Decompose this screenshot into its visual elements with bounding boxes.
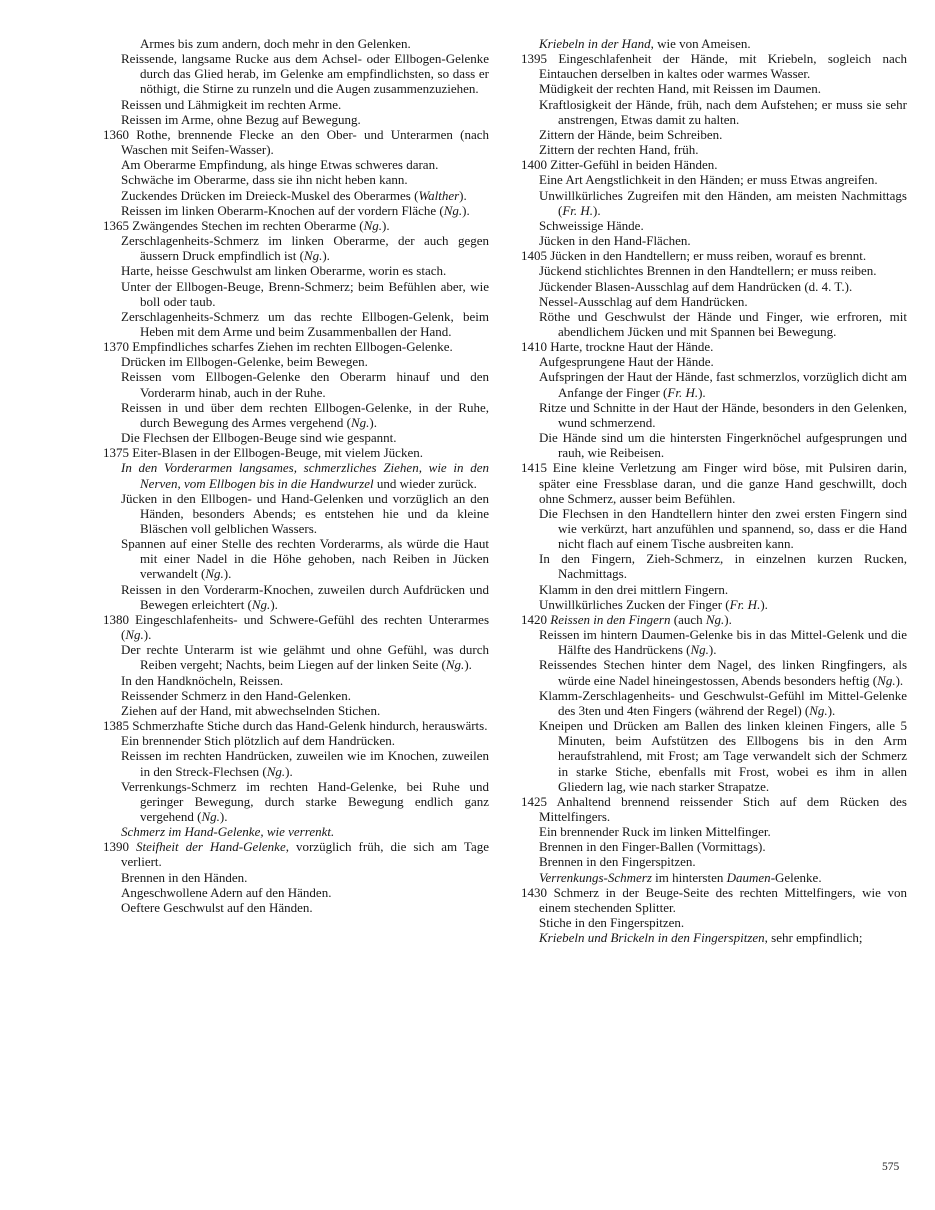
text-segment: Brennen in den Finger-Ballen (Vormittags). (539, 839, 766, 855)
italic-text-segment: Walther (418, 187, 460, 203)
symptom-entry (103, 188, 489, 203)
numbered-symptom-entry (521, 612, 907, 627)
text-segment: (auch (670, 611, 706, 627)
symptom-entry (521, 597, 907, 612)
entry-number: 1370 (103, 339, 133, 355)
numbered-symptom-entry (103, 445, 489, 460)
text-segment: ). (223, 566, 232, 582)
symptom-entry (521, 718, 907, 794)
symptom-entry (103, 673, 489, 688)
italic-text-segment: Ng. (690, 642, 709, 658)
entry-number: 1375 (103, 445, 133, 461)
text-segment: Eingeschlafenheit der Hände, mit Kriebeln, sogleich nach Eintauchen derselben in kaltes oder warmes Wasser. (539, 51, 907, 82)
text-segment: ). (462, 202, 470, 218)
text-segment: ). (143, 627, 152, 643)
text-segment: im hintersten (651, 869, 727, 885)
text-segment: Kraftlosigkeit der Hände, früh, nach dem Aufstehen; er muss sie sehr anstrengen, Etwas damit zu halten. (539, 96, 907, 127)
text-segment: Aufgesprungene Haut der Hände. (539, 354, 714, 370)
text-segment: Eiter-Blasen in der Ellbogen-Beuge, mit vielem Jücken. (132, 445, 423, 461)
entry-number: 1390 (103, 839, 136, 855)
text-segment: ). (382, 217, 390, 233)
text-segment: Stiche in den Fingerspitzen. (539, 915, 685, 931)
text-segment: Ein brennender Ruck im linken Mittelfinger. (539, 824, 771, 840)
text-segment: , vorzüglich früh, die sich am Tage verliert. (121, 839, 489, 870)
symptom-entry (103, 824, 489, 839)
text-segment: Reissen im hintern Daumen-Gelenke bis in das Mittel-Gelenk und die Hälfte des Handrückens ( (539, 627, 907, 658)
symptom-entry (521, 233, 907, 248)
symptom-entry (103, 203, 489, 218)
text-segment: Die Flechsen der Ellbogen-Beuge sind wie gespannt. (121, 430, 397, 446)
symptom-entry (521, 430, 907, 460)
symptom-entry (521, 354, 907, 369)
entry-number: 1400 (521, 157, 551, 173)
symptom-entry (521, 551, 907, 581)
entry-number: 1385 (103, 718, 133, 734)
italic-text-segment: Ng. (877, 672, 896, 688)
italic-text-segment: Reissen in den Fingern (550, 611, 671, 627)
symptom-entry (521, 400, 907, 430)
symptom-entry (521, 279, 907, 294)
text-segment: Eingeschlafenheits- und Schwere-Gefühl des rechten Unterarmes ( (121, 611, 490, 643)
numbered-symptom-entry (103, 339, 489, 354)
text-segment: Zittern der rechten Hand, früh. (539, 142, 699, 158)
symptom-entry (521, 506, 907, 551)
numbered-symptom-entry (521, 248, 907, 263)
italic-text-segment: Ng. (350, 414, 370, 430)
text-segment: , sehr empfindlich; (764, 930, 863, 946)
text-segment: Reissen im rechten Handrücken, zuweilen wie im Knochen, zuweilen in den Streck-Flechsen ( (121, 748, 489, 779)
text-segment: Angeschwollene Adern auf den Händen. (121, 884, 332, 900)
text-segment: Empfindliches scharfes Ziehen im rechten Ellbogen-Gelenke. (132, 339, 453, 355)
entry-number: 1410 (521, 339, 551, 355)
symptom-entry (521, 915, 907, 930)
italic-text-segment: Schmerz im Hand-Gelenke, wie verrenkt. (121, 824, 335, 840)
symptom-entry (521, 81, 907, 96)
text-segment: ). (464, 657, 472, 673)
text-segment: ). (270, 596, 278, 612)
text-segment: Jückend stichlichtes Brennen in den Handtellern; er muss reiben. (539, 263, 877, 279)
symptom-entry (103, 279, 489, 309)
italic-text-segment: Ng. (201, 808, 220, 824)
text-segment: Zerschlagenheits-Schmerz im linken Oberarme, der auch gegen äussern Druck empfindlich ist ( (121, 233, 489, 264)
text-segment: Klamm-Zerschlagenheits- und Geschwulst-Gefühl im Mittel-Gelenke des 3ten und 4ten Fingers (während der Regel) ( (539, 687, 907, 718)
italic-text-segment: Kriebeln und Brickeln in den Fingerspitzen (539, 930, 765, 946)
italic-text-segment: Fr. H. (667, 384, 699, 400)
text-segment: Müdigkeit der rechten Hand, mit Reissen im Daumen. (539, 81, 821, 97)
symptom-entry (103, 779, 489, 824)
entry-number: 1430 (521, 884, 554, 900)
text-segment: Schwäche im Oberarme, dass sie ihn nicht heben kann. (121, 172, 408, 188)
text-segment: -Gelenke. (770, 869, 822, 885)
text-column-right (521, 36, 907, 945)
italic-text-segment: Ng. (445, 657, 465, 673)
text-segment: Ziehen auf der Hand, mit abwechselnden Stichen. (121, 702, 381, 718)
symptom-entry (521, 369, 907, 399)
text-segment: ). (708, 642, 717, 658)
text-segment: Ein brennender Stich plötzlich auf dem Handrücken. (121, 733, 395, 749)
text-segment: ). (322, 248, 330, 264)
numbered-symptom-entry (521, 51, 907, 81)
symptom-entry (521, 688, 907, 718)
text-segment: ). (219, 808, 228, 824)
symptom-entry (103, 582, 489, 612)
symptom-entry (521, 127, 907, 142)
italic-text-segment: Daumen (726, 869, 771, 885)
symptom-entry (521, 97, 907, 127)
symptom-entry (103, 112, 489, 127)
text-segment: Schweissige Hände. (539, 217, 644, 233)
italic-text-segment: In den Vorderarmen langsames, schmerzliches Ziehen, wie in den Nerven, vom Ellbogen bis in die Handwurzel (121, 460, 489, 491)
text-columns (103, 36, 907, 945)
italic-text-segment: Ng. (266, 763, 286, 779)
text-segment: Harte, heisse Geschwulst am linken Oberarme, worin es stach. (121, 263, 447, 279)
symptom-entry (103, 642, 489, 672)
symptom-entry (521, 188, 907, 218)
italic-text-segment: Fr. H. (562, 202, 594, 218)
entry-number: 1360 (103, 126, 137, 142)
numbered-symptom-entry (103, 718, 489, 733)
text-segment: ). (593, 202, 601, 218)
numbered-symptom-entry (521, 885, 907, 915)
italic-text-segment: Ng. (125, 627, 144, 643)
symptom-entry (521, 657, 907, 687)
continuation-line (103, 36, 489, 51)
symptom-entry (521, 142, 907, 157)
symptom-entry (521, 930, 907, 945)
italic-text-segment: Ng. (205, 566, 224, 582)
text-segment: Drücken im Ellbogen-Gelenke, beim Bewegen. (121, 354, 368, 370)
symptom-entry (521, 870, 907, 885)
symptom-entry (521, 309, 907, 339)
text-segment: Unwillkürliches Zucken der Finger ( (539, 596, 730, 612)
text-segment: Reissen im linken Oberarm-Knochen auf der vordern Fläche ( (121, 202, 444, 218)
text-segment: Harte, trockne Haut der Hände. (550, 339, 714, 355)
text-segment: Reissen im Arme, ohne Bezug auf Bewegung. (121, 111, 361, 127)
symptom-entry (103, 870, 489, 885)
symptom-entry (103, 354, 489, 369)
text-segment: Zitter-Gefühl in beiden Händen. (550, 157, 718, 173)
text-segment: Anhaltend brennend reissender Stich auf dem Rücken des Mittelfingers. (539, 793, 907, 824)
text-segment: ). (827, 702, 836, 718)
italic-text-segment: Steifheit der Hand-Gelenke (136, 839, 286, 855)
text-segment: Reissendes Stechen hinter dem Nagel, des linken Ringfingers, als würde eine Nadel hineingestossen, Abends besonders heftig ( (539, 657, 907, 688)
text-segment: ). (285, 763, 293, 779)
text-segment: Zerschlagenheits-Schmerz um das rechte Ellbogen-Gelenk, beim Heben mit dem Arme und beim Zusammenballen der Hand. (121, 308, 489, 339)
text-segment: ). (369, 414, 377, 430)
text-segment: Aufspringen der Haut der Hände, fast schmerzlos, vorzüglich dicht am Anfange der Finger ( (539, 369, 907, 400)
entry-number: 1425 (521, 793, 557, 809)
entry-number: 1420 (521, 611, 551, 627)
text-segment: , wie von Ameisen. (650, 36, 751, 51)
symptom-entry (103, 733, 489, 748)
symptom-entry (521, 854, 907, 869)
text-segment: Reissende, langsame Rucke aus dem Achsel- oder Ellbogen-Gelenke durch das Glied herab, im Gelenke am empfindlichsten, so dass er nöthigt, die Stirne zu runzeln und die Augen zusammenzuziehen. (121, 51, 489, 97)
italic-text-segment: Ng. (705, 611, 725, 627)
text-segment: Eine Art Aengstlichkeit in den Händen; er muss Etwas angreifen. (539, 172, 878, 188)
text-segment: ). (895, 672, 904, 688)
text-segment: Jückender Blasen-Ausschlag auf dem Handrücken (d. 4. T.). (539, 278, 853, 294)
symptom-entry (103, 263, 489, 278)
entry-number: 1415 (521, 460, 553, 476)
text-segment: Röthe und Geschwulst der Hände und Finger, wie erfroren, mit abendlichem Jücken und mit Spannen bei Bewegung. (539, 308, 907, 339)
symptom-entry (103, 400, 489, 430)
text-segment: In den Handknöcheln, Reissen. (121, 672, 284, 688)
text-segment: Zittern der Hände, beim Schreiben. (539, 126, 723, 142)
symptom-entry (103, 369, 489, 399)
text-segment: In den Fingern, Zieh-Schmerz, in einzelnen kurzen Rucken, Nachmittags. (539, 551, 907, 582)
text-segment: Schmerzhafte Stiche durch das Hand-Gelenk hindurch, herauswärts. (132, 718, 488, 734)
numbered-symptom-entry (103, 127, 489, 157)
text-segment: Brennen in den Fingerspitzen. (539, 854, 696, 870)
text-segment: Rothe, brennende Flecke an den Ober- und Unterarmen (nach Waschen mit Seifen-Wasser). (121, 126, 490, 158)
symptom-entry (103, 97, 489, 112)
italic-text-segment: Ng. (363, 217, 383, 233)
entry-number: 1380 (103, 611, 136, 627)
italic-text-segment: Ng. (443, 202, 463, 218)
text-segment: Verrenkungs-Schmerz im rechten Hand-Gelenke, bei Ruhe und geringer Bewegung, durch starke Bewegung endlich ganz vergehend ( (121, 778, 489, 824)
symptom-entry (521, 263, 907, 278)
text-segment: ). (459, 187, 467, 203)
symptom-entry (103, 157, 489, 172)
symptom-entry (521, 36, 907, 51)
text-segment: Der rechte Unterarm ist wie gelähmt und ohne Gefühl, was durch Reiben vergeht; Nachts, beim Liegen auf der linken Seite ( (121, 642, 489, 673)
text-segment: ). (760, 596, 768, 612)
italic-text-segment: Kriebeln in der Hand (539, 36, 651, 51)
text-segment: ). (698, 384, 706, 400)
numbered-symptom-entry (103, 218, 489, 233)
text-segment: und wieder zurück. (373, 475, 477, 491)
text-segment: ). (724, 611, 732, 627)
text-segment: Nessel-Ausschlag auf dem Handrücken. (539, 293, 748, 309)
text-segment: Zuckendes Drücken im Dreieck-Muskel des Oberarmes ( (121, 187, 419, 203)
symptom-entry (103, 309, 489, 339)
symptom-entry (103, 51, 489, 96)
symptom-entry (521, 824, 907, 839)
symptom-entry (103, 172, 489, 187)
numbered-symptom-entry (521, 460, 907, 505)
symptom-entry (521, 218, 907, 233)
text-segment: Schmerz in der Beuge-Seite des rechten Mittelfingers, wie von einem stechenden Splitter. (539, 884, 908, 915)
text-segment: Spannen auf einer Stelle des rechten Vorderarms, als würde die Haut mit einer Nadel in die Höhe gehoben, nach Reiben in Jücken verwandelt ( (121, 536, 489, 582)
text-segment: Oeftere Geschwulst auf den Händen. (121, 899, 313, 915)
symptom-entry (521, 627, 907, 657)
text-column-left (103, 36, 489, 945)
text-segment: Jücken in den Handtellern; er muss reiben, worauf es brennt. (550, 248, 867, 264)
text-segment: Kneipen und Drücken am Ballen des linken kleinen Fingers, alle 5 Minuten, beim Aufstützen des Ellbogens bis in den Arm heraufstrahlend, mit Frost; am Tage verwandelt sich der Schmerz in starke Stiche, ebenfalls mit Frost, wobei es ihm in allen Gliedern lag, wie nach starker Strapatze. (539, 718, 907, 794)
text-segment: Reissen und Lähmigkeit im rechten Arme. (121, 96, 342, 112)
text-segment: Reissen vom Ellbogen-Gelenke den Oberarm hinauf und den Vorderarm hinab, auch in der Ruhe. (121, 369, 489, 400)
symptom-entry (521, 582, 907, 597)
text-segment: Reissen in den Vorderarm-Knochen, zuweilen durch Aufdrücken und Bewegen erleichtert ( (121, 581, 489, 612)
italic-text-segment: Ng. (303, 248, 323, 264)
symptom-entry (103, 491, 489, 536)
entry-number: 1365 (103, 217, 133, 233)
symptom-entry (103, 460, 489, 490)
symptom-entry (103, 703, 489, 718)
text-segment: Armes bis zum andern, doch mehr in den Gelenken. (140, 36, 411, 51)
text-segment: Klamm in den drei mittlern Fingern. (539, 581, 729, 597)
text-segment: Brennen in den Händen. (121, 869, 248, 885)
italic-text-segment: Fr. H. (729, 596, 761, 612)
text-segment: Am Oberarme Empfindung, als hinge Etwas schweres daran. (121, 157, 439, 173)
italic-text-segment: Ng. (251, 596, 271, 612)
symptom-entry (521, 294, 907, 309)
numbered-symptom-entry (103, 839, 489, 869)
symptom-entry (521, 839, 907, 854)
text-segment: Die Hände sind um die hintersten Fingerknöchel aufgesprungen und rauh, wie Reibeisen. (539, 430, 907, 461)
text-segment: Zwängendes Stechen im rechten Oberarme ( (132, 217, 364, 233)
italic-text-segment: Verrenkungs-Schmerz (539, 869, 652, 885)
page-number: 575 (882, 1161, 900, 1173)
symptom-entry (521, 172, 907, 187)
text-segment: Ritze und Schnitte in der Haut der Hände, besonders in den Gelenken, wund schmerzend. (539, 399, 907, 430)
entry-number: 1405 (521, 248, 551, 264)
symptom-entry (103, 748, 489, 778)
italic-text-segment: Ng. (809, 702, 828, 718)
symptom-entry (103, 536, 489, 581)
text-segment: Jücken in den Hand-Flächen. (539, 233, 691, 249)
text-segment: Reissender Schmerz in den Hand-Gelenken. (121, 687, 351, 703)
text-segment: Jücken in den Ellbogen- und Hand-Gelenken und vorzüglich an den Händen, besonders Abends; es entstehen hie und da kleine Bläschen voll gelblichen Wassers. (121, 490, 489, 536)
text-segment: Eine kleine Verletzung am Finger wird böse, mit Pulsiren darin, später eine Fressblase daran, und die ganze Hand geschwillt, doch ohne Schmerz, ausser beim Befühlen. (539, 460, 908, 506)
numbered-symptom-entry (521, 339, 907, 354)
symptom-entry (103, 900, 489, 915)
text-segment: Unter der Ellbogen-Beuge, Brenn-Schmerz; beim Befühlen aber, wie boll oder taub. (121, 278, 489, 309)
numbered-symptom-entry (103, 612, 489, 642)
numbered-symptom-entry (521, 157, 907, 172)
symptom-entry (103, 430, 489, 445)
text-segment: Reissen in und über dem rechten Ellbogen-Gelenke, in der Ruhe, durch Bewegung des Armes vergehend ( (121, 399, 489, 430)
numbered-symptom-entry (521, 794, 907, 824)
symptom-entry (103, 233, 489, 263)
symptom-entry (103, 688, 489, 703)
entry-number: 1395 (521, 51, 559, 67)
text-segment: Die Flechsen in den Handtellern hinter den zwei ersten Fingern sind wie verkürzt, hart anzufühlen und spannend, so, dass er die Hand nicht flach auf einem Tische ausbreiten kann. (539, 505, 907, 552)
symptom-entry (103, 885, 489, 900)
text-segment: Unwillkürliches Zugreifen mit den Händen, am meisten Nachmittags ( (539, 187, 907, 218)
